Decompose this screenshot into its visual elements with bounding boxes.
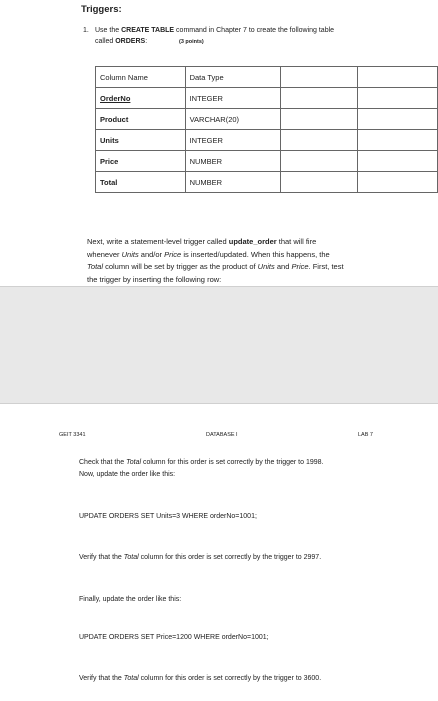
verify-line-2: Verify that the Total column for this order is set correctly by the trigger to 3600. [79, 675, 322, 682]
table-cell: Total [96, 172, 186, 193]
course-code: GEIT 3341 [59, 432, 86, 438]
question-line-2: called ORDERS: [95, 38, 148, 45]
update-statement-1: UPDATE ORDERS SET Units=3 WHERE orderNo=1001; [79, 513, 257, 520]
lab-number: LAB 7 [358, 432, 373, 438]
orders-table [95, 66, 438, 193]
question-number: 1. [83, 27, 89, 34]
table-cell: Units [96, 130, 186, 151]
table-cell [357, 109, 437, 130]
course-title: DATABASE I [206, 432, 238, 438]
paragraph-line: whenever Units and/or Price is inserted/updated. When this happens, the [87, 249, 330, 259]
table-cell: INTEGER [185, 88, 280, 109]
page-gap [0, 287, 438, 402]
table-header-cell: Data Type [185, 67, 280, 88]
section-heading: Triggers: [81, 4, 122, 15]
paragraph-line: Total column will be set by trigger as the product of Units and Price. First, test [87, 262, 344, 271]
table-cell: OrderNo [96, 88, 186, 109]
check-line-1: Check that the Total column for this order is set correctly by the trigger to 1998. [79, 459, 324, 466]
table-row [96, 109, 438, 130]
table-row [96, 172, 438, 193]
table-cell: NUMBER [185, 151, 280, 172]
table-header-cell [357, 67, 437, 88]
paragraph-line: the trigger by inserting the following row: [87, 274, 222, 284]
table-cell [280, 151, 357, 172]
table-cell [357, 172, 437, 193]
table-cell: NUMBER [185, 172, 280, 193]
table-row [96, 130, 438, 151]
table-cell: INTEGER [185, 130, 280, 151]
points-label: (3 points) [179, 39, 204, 45]
table-cell: Price [96, 151, 186, 172]
update-statement-2: UPDATE ORDERS SET Price=1200 WHERE orderNo=1001; [79, 634, 269, 641]
table-cell [280, 109, 357, 130]
table-cell [357, 151, 437, 172]
paragraph-line: Next, write a statement-level trigger called update_order that will fire [87, 237, 317, 246]
table-header-cell [280, 67, 357, 88]
table-row [96, 88, 438, 109]
finally-line: Finally, update the order like this: [79, 596, 182, 603]
table-header-cell: Column Name [96, 67, 186, 88]
table-cell: VARCHAR(20) [185, 109, 280, 130]
question-line-1: Use the CREATE TABLE command in Chapter 7 to create the following table [95, 27, 335, 34]
table-cell: Product [96, 109, 186, 130]
table-cell [357, 88, 437, 109]
table-cell [280, 172, 357, 193]
table-header-row [96, 67, 438, 88]
document-page-2 [0, 403, 438, 701]
table-cell [357, 130, 437, 151]
table-cell [280, 88, 357, 109]
table-cell [280, 130, 357, 151]
verify-line-1: Verify that the Total column for this order is set correctly by the trigger to 2997. [79, 554, 322, 561]
table-row [96, 151, 438, 172]
check-line-2: Now, update the order like this: [79, 471, 176, 478]
document-page-1 [0, 0, 438, 287]
instructions-paragraph [87, 236, 344, 286]
